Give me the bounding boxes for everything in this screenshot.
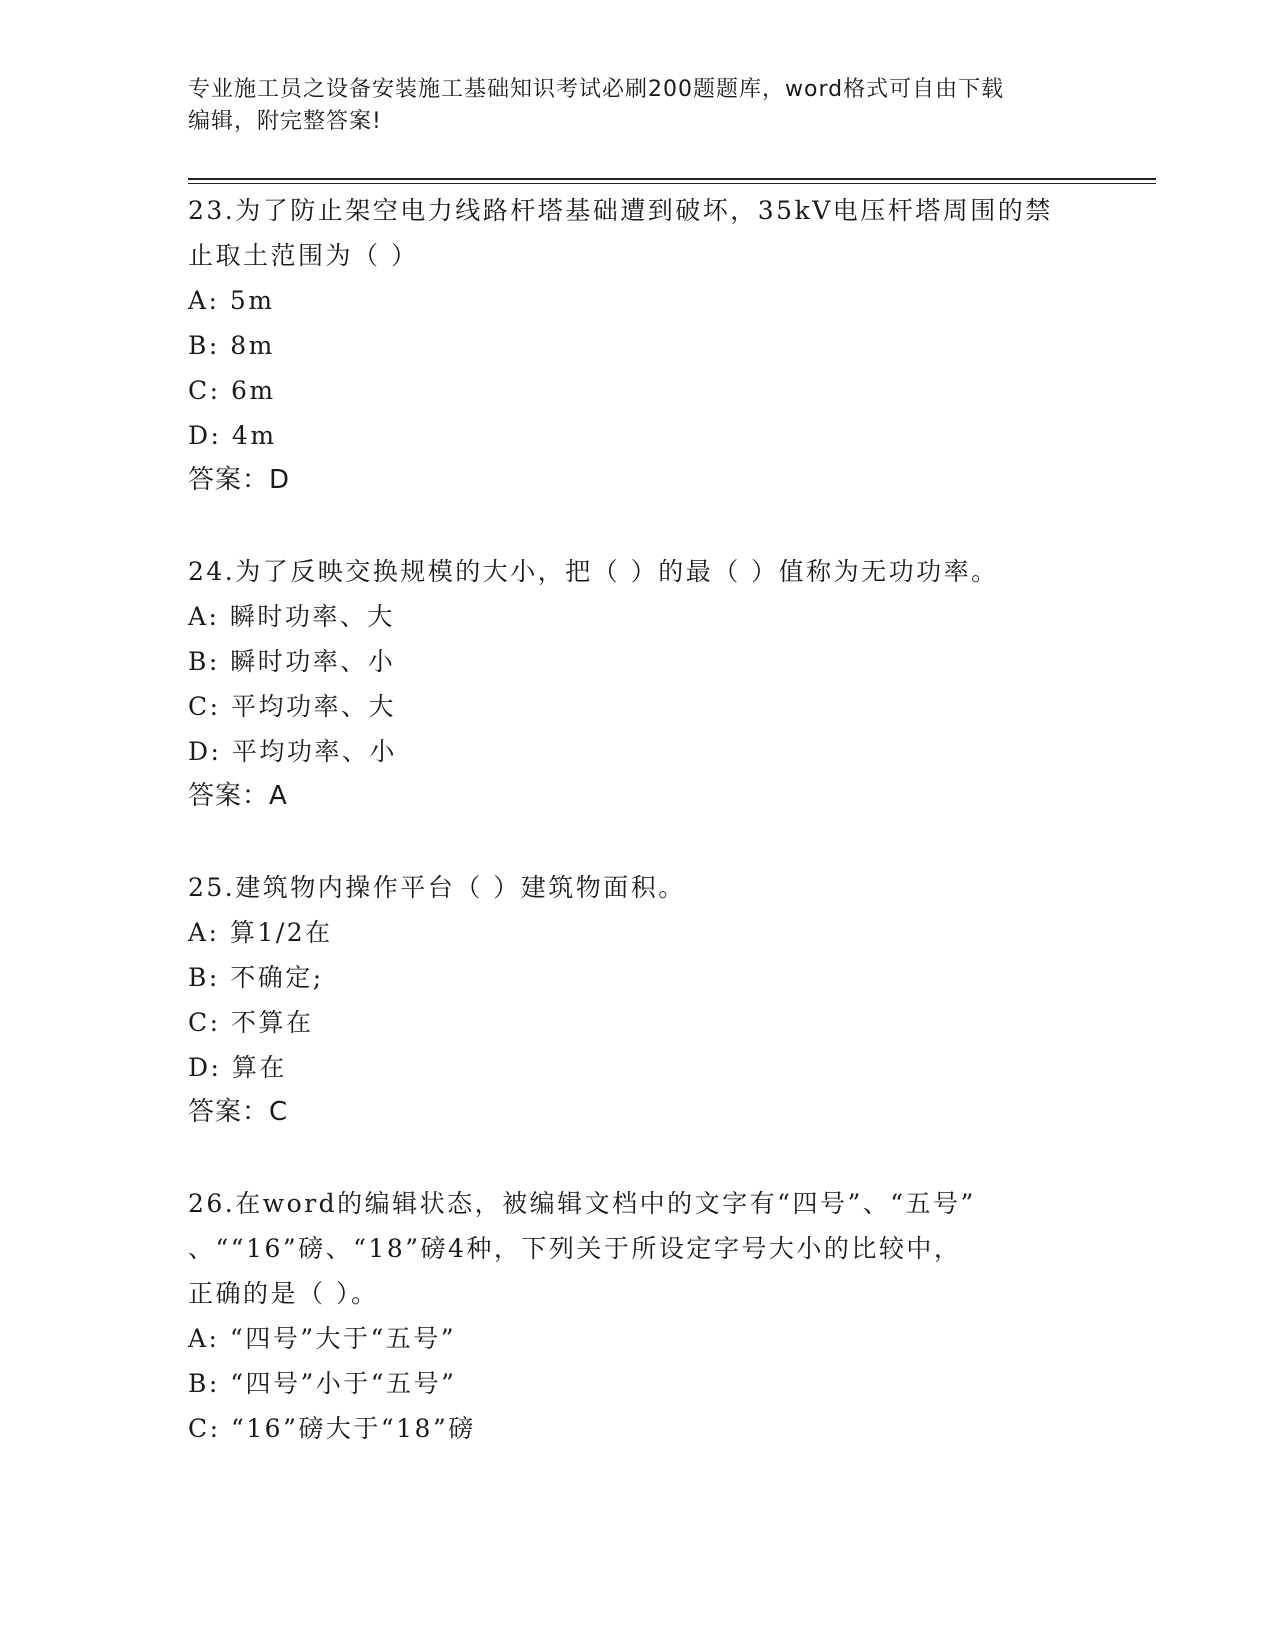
answer-line: 答案：C — [188, 1097, 289, 1127]
question-stem — [188, 188, 1088, 278]
option-b: B: 8m — [188, 331, 275, 360]
answer-line: 答案：A — [188, 781, 288, 811]
question-25 — [188, 865, 1148, 1135]
header-title-line-1: 专业施工员之设备安装施工基础知识考试必刷200题题库，word格式可自由下载 — [188, 77, 1005, 102]
option-c: C: 不算在 — [188, 1008, 314, 1037]
question-24 — [188, 549, 1148, 819]
option-c: C: “16”磅大于“18”磅 — [188, 1414, 476, 1443]
question-stem-line: 26.在word的编辑状态，被编辑文档中的文字有“四号”、“五号” — [188, 1189, 976, 1218]
question-23 — [188, 188, 1148, 503]
question-spacer — [188, 819, 1148, 865]
option-d: D: 平均功率、小 — [188, 737, 397, 766]
option-c: C: 平均功率、大 — [188, 692, 396, 721]
question-spacer — [188, 1135, 1148, 1181]
question-stem — [188, 865, 1088, 910]
header-divider-thin — [188, 183, 1156, 184]
question-stem-line: 23.为了防止架空电力线路杆塔基础遭到破坏，35kV电压杆塔周围的禁 — [188, 196, 1053, 225]
question-stem — [188, 1181, 1088, 1316]
option-b: B: “四号”小于“五号” — [188, 1369, 457, 1398]
option-a: A: 算1/2在 — [188, 918, 333, 947]
question-26 — [188, 1181, 1148, 1451]
question-stem — [188, 549, 1088, 594]
option-c: C: 6m — [188, 376, 276, 405]
option-a: A: 5m — [188, 286, 275, 315]
question-stem-line: 正确的是（ ）。 — [188, 1279, 379, 1308]
header-title-line-2: 编辑，附完整答案! — [188, 109, 382, 134]
question-spacer — [188, 503, 1148, 549]
question-list — [188, 188, 1148, 1451]
question-stem-line: 24.为了反映交换规模的大小，把（ ）的最（ ）值称为无功功率。 — [188, 557, 999, 586]
option-b: B: 不确定; — [188, 963, 324, 992]
header-divider-thick — [188, 178, 1156, 180]
document-header — [188, 74, 1088, 138]
option-d: D: 4m — [188, 421, 277, 450]
option-a: A: “四号”大于“五号” — [188, 1324, 457, 1353]
option-b: B: 瞬时功率、小 — [188, 647, 396, 676]
question-stem-line: 、““16”磅、“18”磅4种，下列关于所设定字号大小的比较中， — [188, 1234, 962, 1263]
question-stem-line: 止取土范围为（ ） — [188, 241, 419, 270]
answer-line: 答案：D — [188, 465, 291, 495]
option-d: D: 算在 — [188, 1053, 287, 1082]
option-a: A: 瞬时功率、大 — [188, 602, 395, 631]
question-stem-line: 25.建筑物内操作平台（ ）建筑物面积。 — [188, 873, 686, 902]
